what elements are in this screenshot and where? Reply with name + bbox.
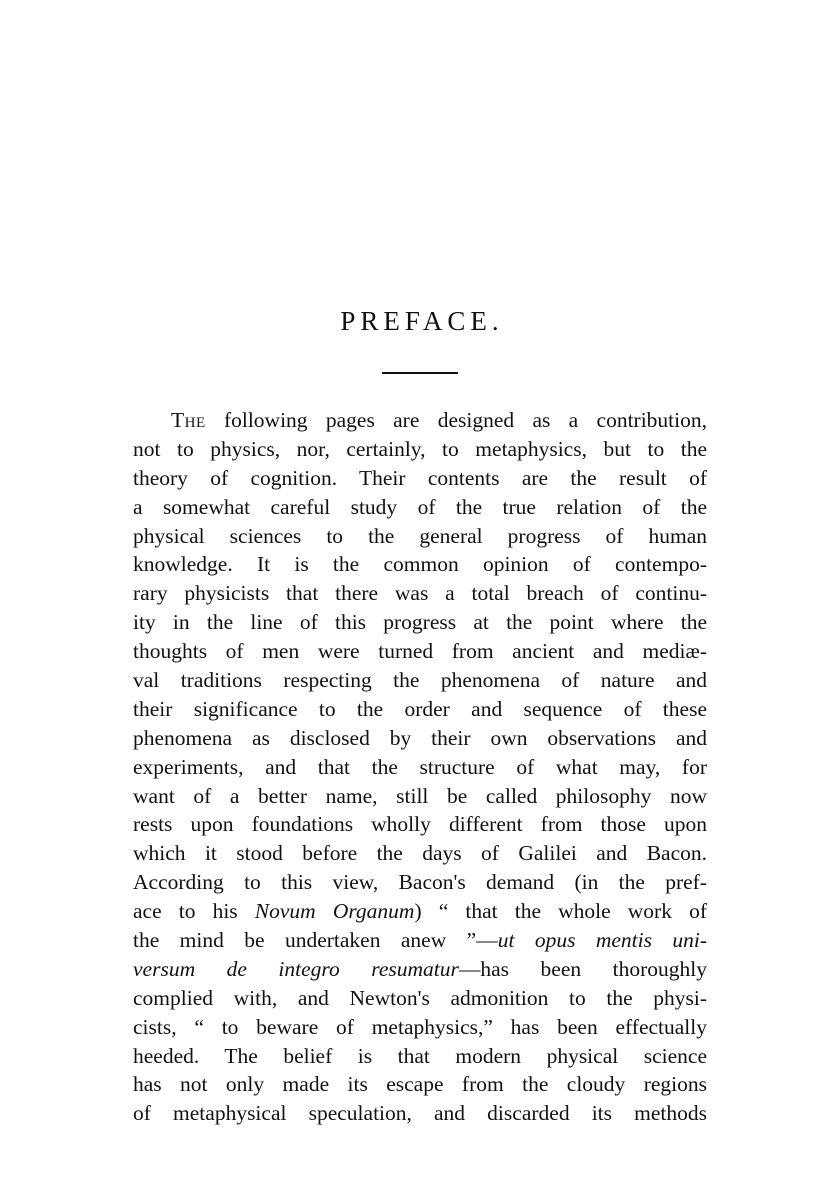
text-line: the mind be undertaken anew ”—ut opus mentis uni- [133,928,708,953]
text-line: a somewhat careful study of the true relation of the [133,494,707,519]
italic-quote: versum de integro resumatur [133,956,459,981]
text-line: According to this view, Bacon's demand (in the pref- [133,870,707,895]
italic-title: Novum Organum [254,899,415,924]
text-line: The following pages are designed as a contribution, [171,408,707,432]
text-line: ace to his Novum Organum) “ that the whole work of [133,899,707,924]
title-rule [382,372,458,374]
text-line: want of a better name, still be called philosophy now [133,783,707,808]
text-line: complied with, and Newton's admonition to the physi- [133,985,707,1010]
text-line: heeded. The belief is that modern physical science [133,1043,707,1068]
page-title: PREFACE. [340,306,504,336]
italic-quote: ut opus mentis uni- [497,928,708,953]
text-line: thoughts of men were turned from ancient and mediæ- [133,639,707,664]
text-line: val traditions respecting the phenomena of nature and [133,668,707,693]
text-line: phenomena as disclosed by their own observations and [133,725,707,750]
preface-paragraph [133,406,707,1128]
text-line: versum de integro resumatur—has been thoroughly [133,956,707,981]
text-line: rary physicists that there was a total breach of continu- [133,581,707,606]
text-line: theory of cognition. Their contents are the result of [133,465,707,490]
text-line: not to physics, nor, certainly, to metaphysics, but to the [133,436,707,461]
text-line: experiments, and that the structure of what may, for [133,754,707,779]
text-line: of metaphysical speculation, and discarded its methods [133,1101,707,1126]
text-line: cists, “ to beware of metaphysics,” has been effectually [133,1014,707,1039]
text-line: has not only made its escape from the cloudy regions [133,1072,707,1097]
text-line: physical sciences to the general progress of human [133,523,707,548]
text-line: their significance to the order and sequence of these [133,696,707,721]
text-line: which it stood before the days of Galilei and Bacon. [133,841,707,866]
lead-word: The [171,408,206,432]
text-line: knowledge. It is the common opinion of contempo- [133,552,707,577]
text-line: rests upon foundations wholly different from those upon [133,812,707,837]
text-line: ity in the line of this progress at the point where the [133,610,707,635]
